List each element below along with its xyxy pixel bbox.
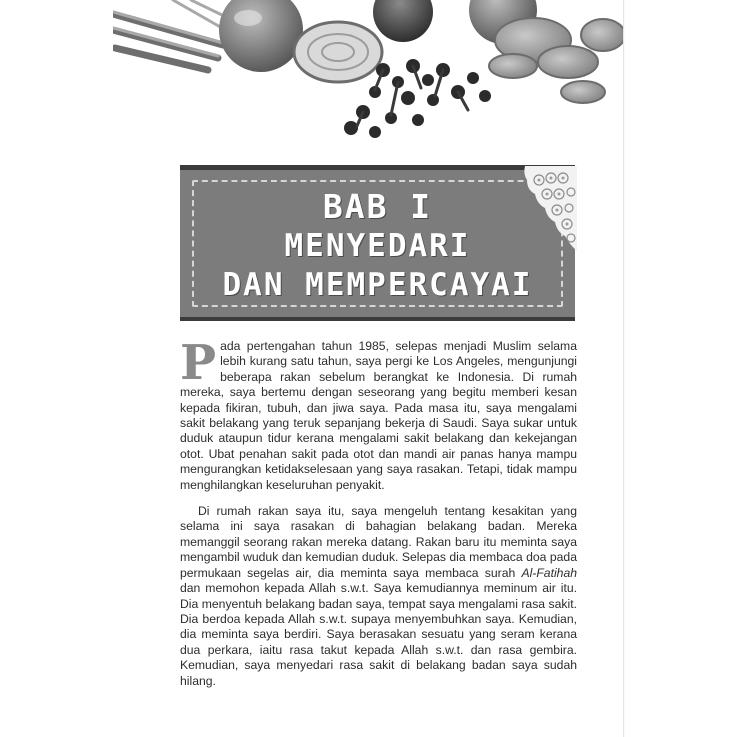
- paragraph-2: [180, 504, 577, 689]
- paragraph-2-text-start: Di rumah rakan saya itu, saya mengeluh tentang kesakitan yang selama ini saya rasakan di bahagian belakang badan. Mereka memanggil seorang rakan mereka datang. Rakan baru itu meminta saya mengambil wuduk dan kemudian duduk. Selepas dia membaca doa pada permukaan segelas air, dia meminta saya membaca surah: [180, 504, 577, 580]
- chapter-title-line-2: DAN MEMPERCAYAI: [222, 267, 533, 303]
- surah-name: Al-Fatihah: [521, 565, 577, 580]
- paragraph-1: [180, 335, 577, 493]
- drop-cap: P: [180, 335, 217, 391]
- chapter-title-banner: [180, 165, 575, 321]
- chapter-body: [180, 335, 577, 689]
- paragraph-1-text: ada pertengahan tahun 1985, selepas menjadi Muslim selama lebih kurang satu tahun, saya pergi ke Los Angeles, mengunjungi beberapa rakan sebelum berangkat ke Indonesia. Di rumah mereka, saya bertemu dengan seseorang yang begitu memberi kesan kepada fikiran, tubuh, dan jiwa saya. Pada masa itu, saya mengalami sakit belakang yang teruk sepanjang bekerja di Saudi. Saya sukar untuk duduk ataupun tidur kerana mengalami sakit belakang dan kekejangan otot. Ubat penahan sakit pada otot dan mandi air panas hanya mampu mengurangkan ketidakselesaan yang saya rasakan. Tetapi, tidak mampu menghilangkan keseluruhan penyakit.: [180, 339, 577, 492]
- chapter-title-line-1: MENYEDARI: [284, 228, 471, 264]
- vegetables-spices-photo: [113, 0, 623, 145]
- paragraph-2-text-end: dan memohon kepada Allah s.w.t. Saya kemudiannya meminum air itu. Dia menyentuh belakang badan saya, tempat saya mengalami rasa sakit. Dia berdoa kepada Allah s.w.t. supaya menyembuhkan saya. Kemudian, dia meminta saya berdiri. Saya berasakan sesuatu yang seram kerana dua perkara, iaitu rasa takut kepada Allah s.w.t. dan rasa gembira. Kemudian, saya menyedari rasa sakit di belakang badan saya sudah hilang.: [180, 581, 577, 688]
- page-edge-shadow: [618, 0, 737, 737]
- chapter-number: BAB I: [322, 187, 433, 226]
